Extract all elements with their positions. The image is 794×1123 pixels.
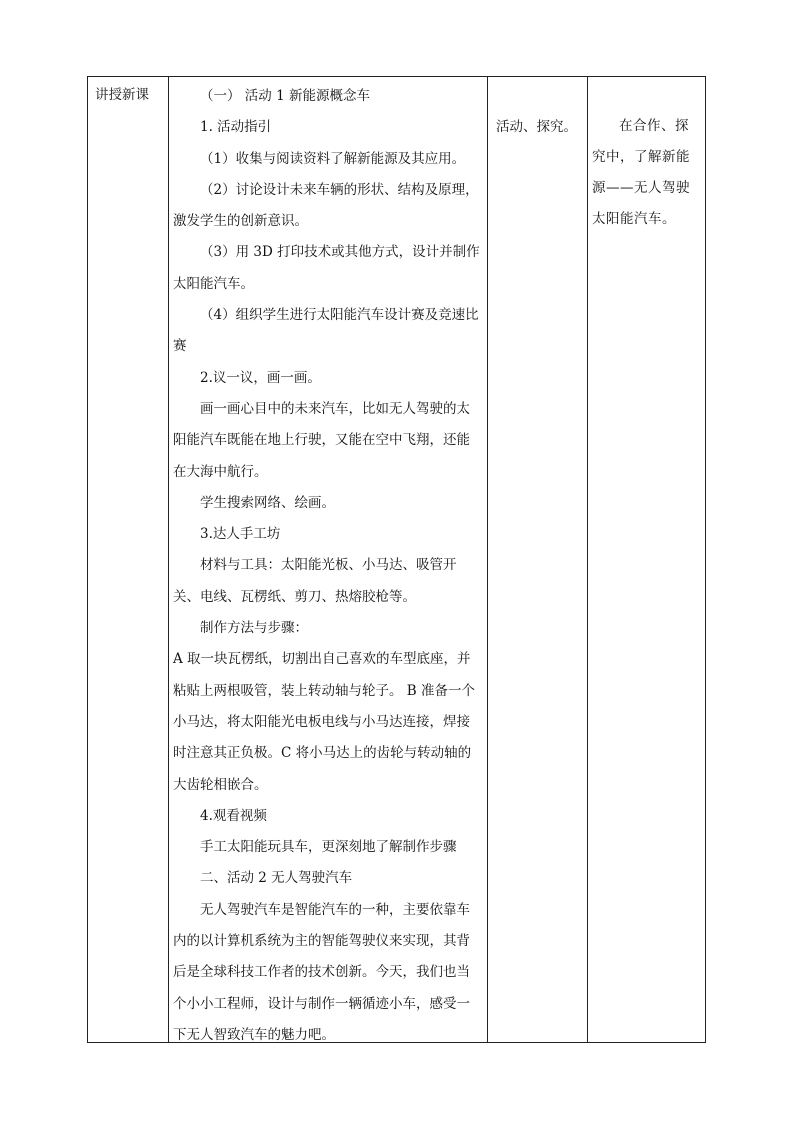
content-paragraph: 画一画心目中的未来汽车，比如无人驾驶的太阳能汽车既能在地上行驶，又能在空中飞翔，还能在大海中航行。 (173, 400, 470, 480)
student-activity-cell (488, 77, 587, 1042)
content-paragraph: 制作方法与步骤： (200, 620, 308, 637)
content-paragraph: 二、活动 2 无人驾驶汽车 (200, 870, 353, 887)
content-paragraph: （1）收集与阅读资料了解新能源及其应用。 (200, 150, 466, 167)
content-paragraph: 学生搜索网络、绘画。 (200, 494, 335, 511)
student-activity-text: 活动、探究。 (496, 119, 577, 135)
content-paragraph: （2）讨论设计未来车辆的形状、结构及原理，激发学生的创新意识。 (173, 181, 479, 230)
content-paragraph: 2.议一议，画一画。 (200, 369, 321, 386)
content-paragraph: 3.达人手工坊 (200, 526, 281, 543)
content-paragraph: 无人驾驶汽车是智能汽车的一种，主要依靠车内的以计算机系统为主的智能驾驶仪来实现，其背后是全球科技工作者的技术创新。今天，我们也当个小小工程师，设计与制作一辆循迹小车，感受一下无人智致汽车的魅力吧。 (173, 901, 470, 1043)
content-paragraph: 4.观看视频 (200, 807, 267, 824)
content-paragraph: （一） 活动 1 新能源概念车 (200, 88, 370, 104)
content-paragraph: A 取一块瓦楞纸，切割出自己喜欢的车型底座，并粘贴上两根吸管，装上转动轴与轮子。 B 准备一个小马达，将太阳能光电板电线与小马达连接，焊接时注意其正负极。C 将小马达上的齿轮与转动轴的大齿轮相嵌合。 (173, 651, 476, 793)
content-paragraph: 1. 活动指引 (200, 119, 272, 136)
design-intent-cell (588, 77, 706, 1042)
content-paragraph: （4）组织学生进行太阳能汽车设计赛及竞速比赛 (173, 307, 479, 355)
lesson-plan-table (87, 76, 706, 1043)
teaching-content-cell (169, 77, 487, 1042)
design-intent-text: 在合作、探究中，了解新能源——无人驾驶太阳能汽车。 (592, 118, 690, 227)
stage-label: 讲授新课 (95, 87, 149, 103)
content-paragraph: 手工太阳能玩具车，更深刻地了解制作步骤 (200, 839, 457, 856)
content-paragraph: （3）用 3D 打印技术或其他方式，设计并制作太阳能汽车。 (173, 244, 480, 292)
content-paragraph: 材料与工具：太阳能光板、小马达、吸管开关、电线、瓦楞纸、剪刀、热熔胶枪等。 (173, 557, 457, 605)
stage-label-cell (88, 77, 168, 1042)
